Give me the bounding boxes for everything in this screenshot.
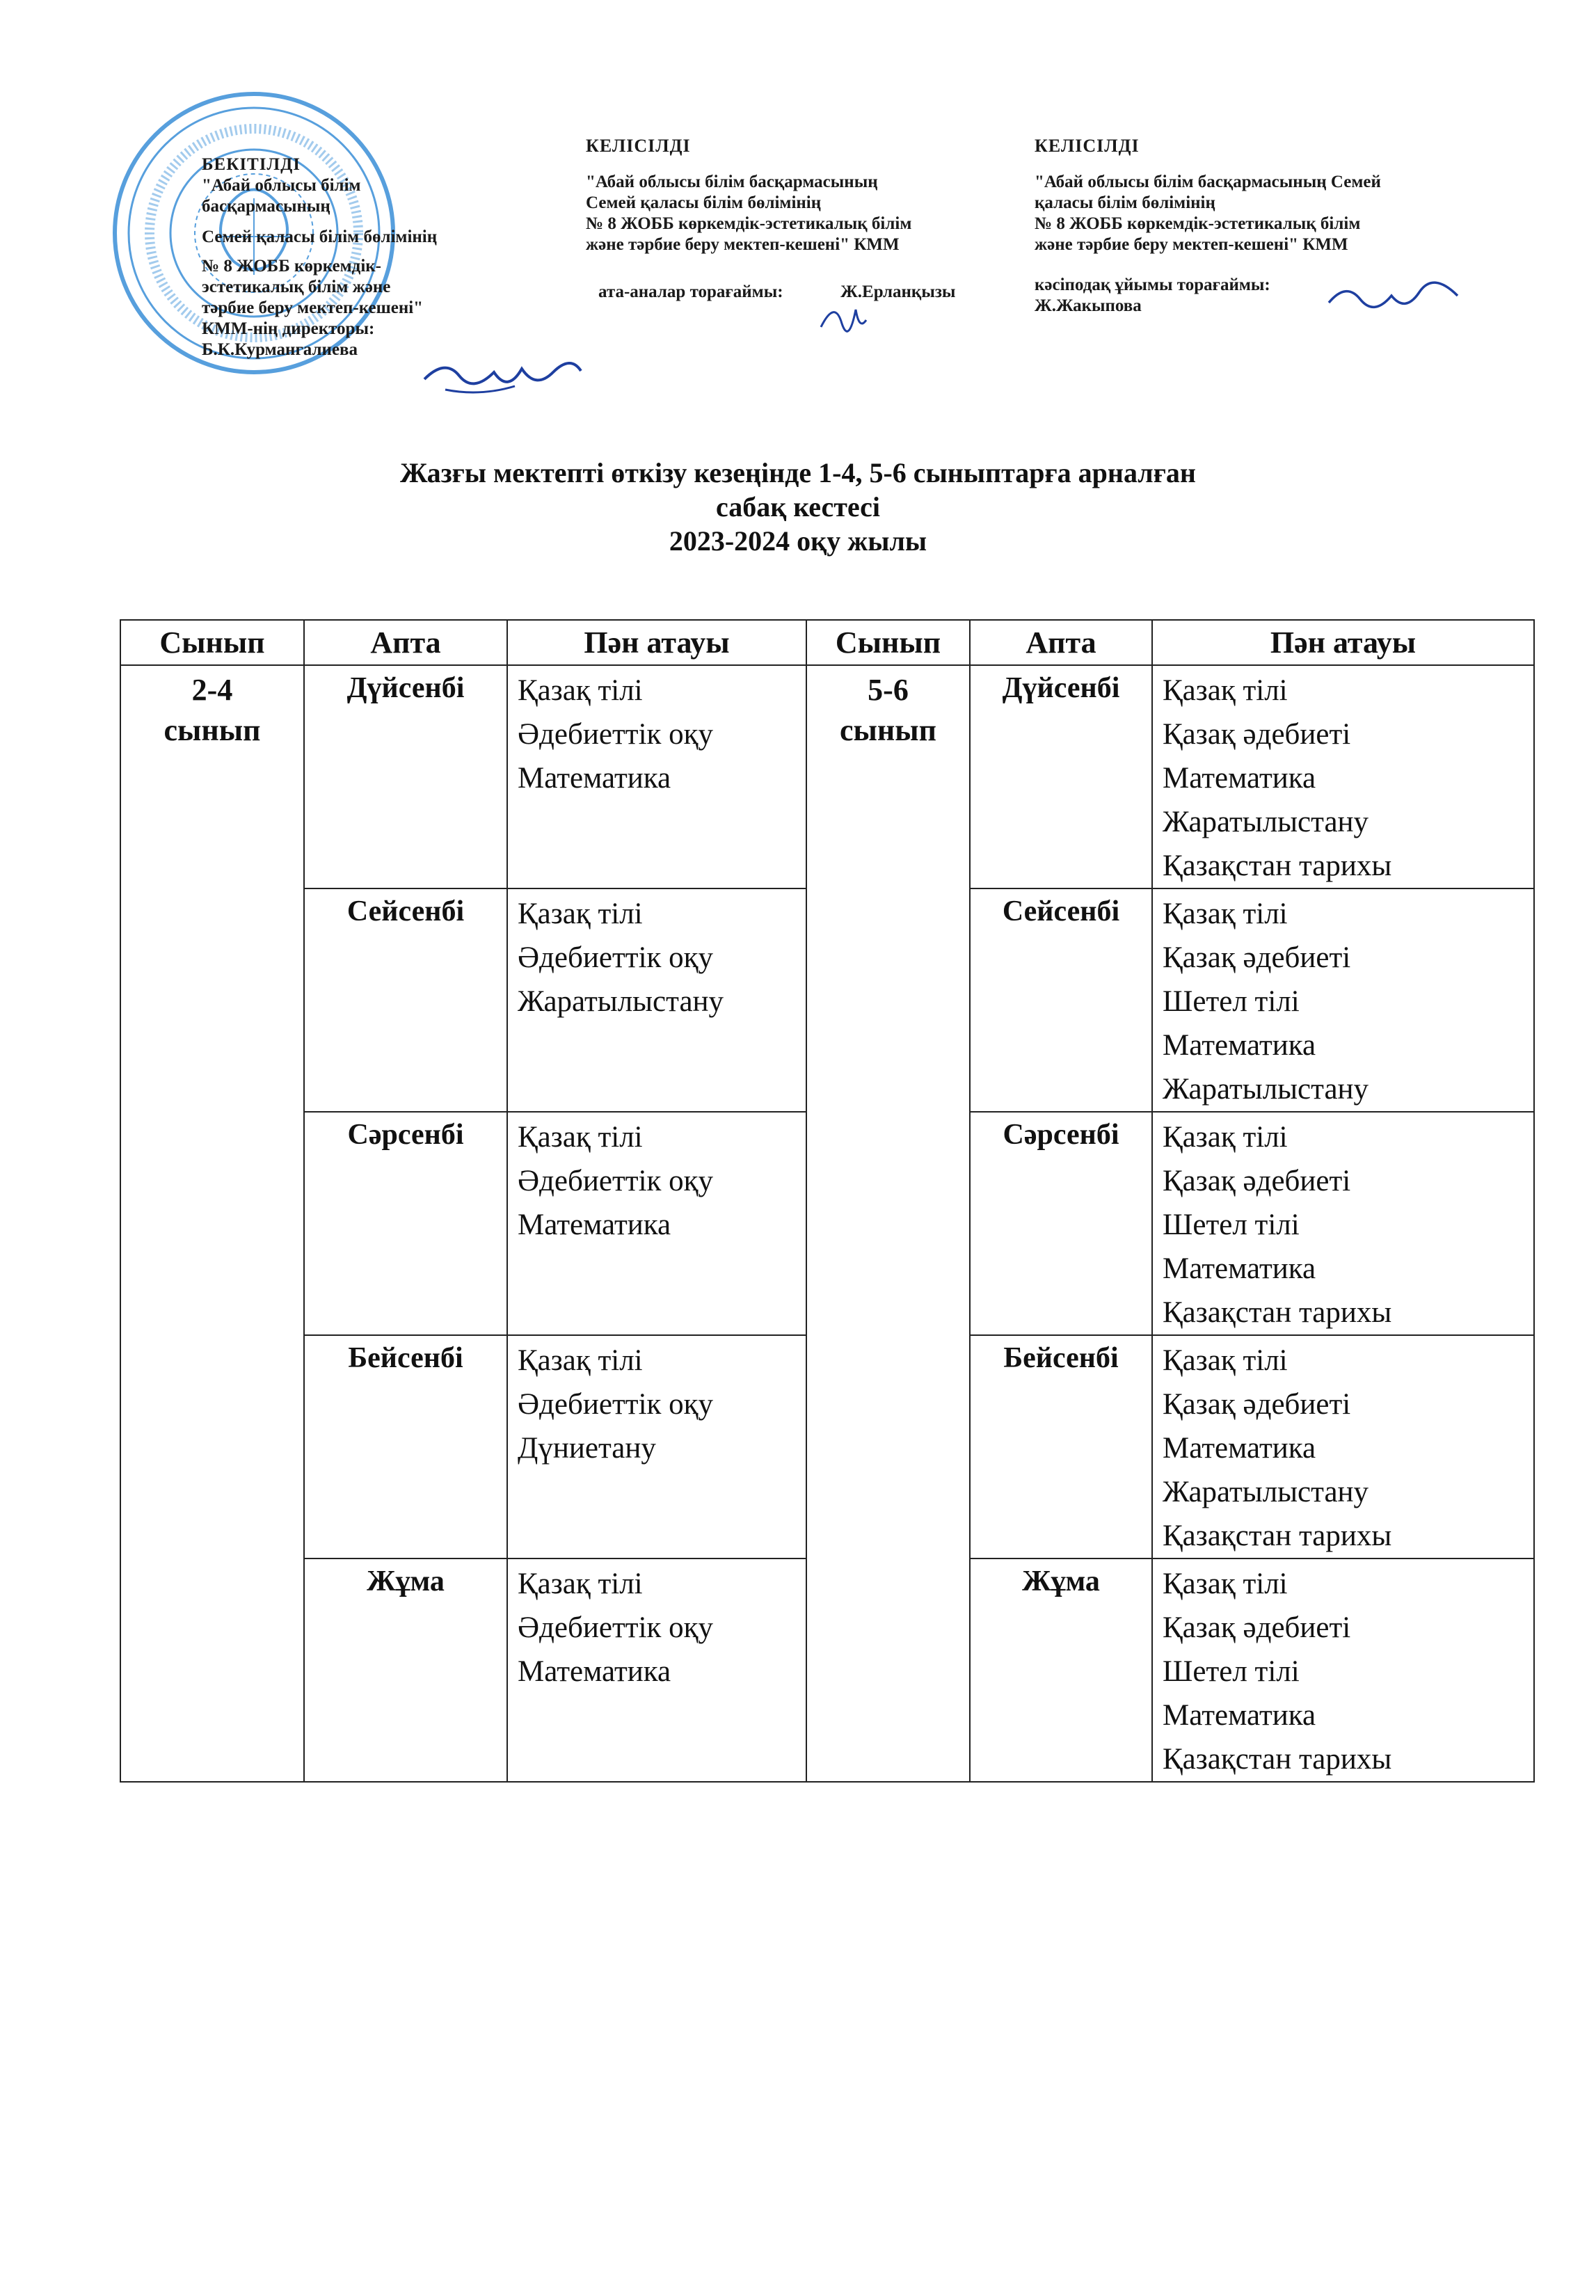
agreement-title: КЕЛІСІЛДІ <box>586 136 691 156</box>
class-cell-5-6: 5-6 сынып <box>806 665 970 1782</box>
signer-role: ата-аналар торағаймы: <box>598 282 783 301</box>
agreement-line: № 8 ЖОББ көркемдік-эстетикалық білім <box>1035 214 1361 233</box>
col-header-subject: Пән атауы <box>507 620 806 665</box>
agreement-line: және тәрбие беру мектеп-кешені" КММ <box>1035 235 1348 254</box>
approval-line: КММ-нің директоры: <box>202 319 375 338</box>
signer-name: Ж.Ерланқызы <box>840 282 956 301</box>
agreement-signer <box>586 282 955 303</box>
subjects-cell: Қазақ тілі Қазақ әдебиеті Математика Жаратылыстану Қазақстан тарихы <box>1152 665 1534 888</box>
day-cell: Дүйсенбі <box>304 665 507 888</box>
signer-role: кәсіподақ ұйымы торағаймы: <box>1035 276 1270 294</box>
approval-line: "Абай облысы білім <box>202 176 361 195</box>
subjects-cell: Қазақ тілі Қазақ әдебиеті Шетел тілі Математика Қазақстан тарихы <box>1152 1558 1534 1782</box>
signer-name: Ж.Жакыпова <box>1035 296 1142 315</box>
col-header-day: Апта <box>970 620 1152 665</box>
approval-line: № 8 ЖОББ көркемдік- <box>202 257 382 276</box>
agreement-line: қаласы білім бөлімінің <box>1035 193 1215 212</box>
table-row <box>120 665 1534 888</box>
day-cell: Сейсенбі <box>304 888 507 1112</box>
subjects-cell: Қазақ тілі Әдебиеттік оқу Математика <box>507 665 806 888</box>
table-header-row <box>120 620 1534 665</box>
approval-block <box>202 154 437 360</box>
subjects-cell: Қазақ тілі Әдебиеттік оқу Математика <box>507 1558 806 1782</box>
document-title <box>0 456 1596 558</box>
class-cell-2-4: 2-4 сынып <box>120 665 304 1782</box>
agreement-line: Семей қаласы білім бөлімінің <box>586 193 822 212</box>
day-cell: Сейсенбі <box>970 888 1152 1112</box>
schedule-table <box>120 619 1535 1783</box>
subjects-cell: Қазақ тілі Қазақ әдебиеті Шетел тілі Математика Қазақстан тарихы <box>1152 1112 1534 1335</box>
day-cell: Сәрсенбі <box>304 1112 507 1335</box>
subjects-cell: Қазақ тілі Қазақ әдебиеті Шетел тілі Математика Жаратылыстану <box>1152 888 1534 1112</box>
day-cell: Бейсенбі <box>304 1335 507 1558</box>
agreement-line: "Абай облысы білім басқармасының <box>586 173 878 191</box>
col-header-day: Апта <box>304 620 507 665</box>
union-chair-signature <box>1325 275 1465 324</box>
agreement-line: және тәрбие беру мектеп-кешені" КММ <box>586 235 900 254</box>
subjects-cell: Қазақ тілі Әдебиеттік оқу Жаратылыстану <box>507 888 806 1112</box>
day-cell: Дүйсенбі <box>970 665 1152 888</box>
day-cell: Сәрсенбі <box>970 1112 1152 1335</box>
approval-line: Б.К.Курмангалиева <box>202 340 358 359</box>
approval-line: тәрбие беру мектеп-кешені" <box>202 298 424 317</box>
day-cell: Жұма <box>970 1558 1152 1782</box>
agreement-title: КЕЛІСІЛДІ <box>1035 136 1140 156</box>
col-header-class: Сынып <box>806 620 970 665</box>
approval-line: Семей қаласы білім бөлімінің <box>202 228 438 246</box>
title-line-1: Жазғы мектепті өткізу кезеңінде 1-4, 5-6 сыныптарға арналған <box>400 457 1196 488</box>
day-cell: Бейсенбі <box>970 1335 1152 1558</box>
agreement-line: № 8 ЖОББ көркемдік-эстетикалық білім <box>586 214 912 233</box>
approval-line: эстетикалық білім және <box>202 278 391 296</box>
approval-line: басқармасының <box>202 197 330 216</box>
agreement-block-parents <box>586 136 955 303</box>
col-header-class: Сынып <box>120 620 304 665</box>
day-cell: Жұма <box>304 1558 507 1782</box>
title-line-2: сабақ кестесі <box>715 491 881 523</box>
title-line-3: 2023-2024 оқу жылы <box>669 525 927 557</box>
col-header-subject: Пән атауы <box>1152 620 1534 665</box>
subjects-cell: Қазақ тілі Қазақ әдебиеті Математика Жаратылыстану Қазақстан тарихы <box>1152 1335 1534 1558</box>
parents-chair-signature <box>814 296 870 351</box>
director-signature <box>417 351 584 407</box>
subjects-cell: Қазақ тілі Әдебиеттік оқу Дүниетану <box>507 1335 806 1558</box>
agreement-line: "Абай облысы білім басқармасының Семей <box>1035 173 1381 191</box>
subjects-cell: Қазақ тілі Әдебиеттік оқу Математика <box>507 1112 806 1335</box>
approval-title: БЕКІТІЛДІ <box>202 155 301 174</box>
